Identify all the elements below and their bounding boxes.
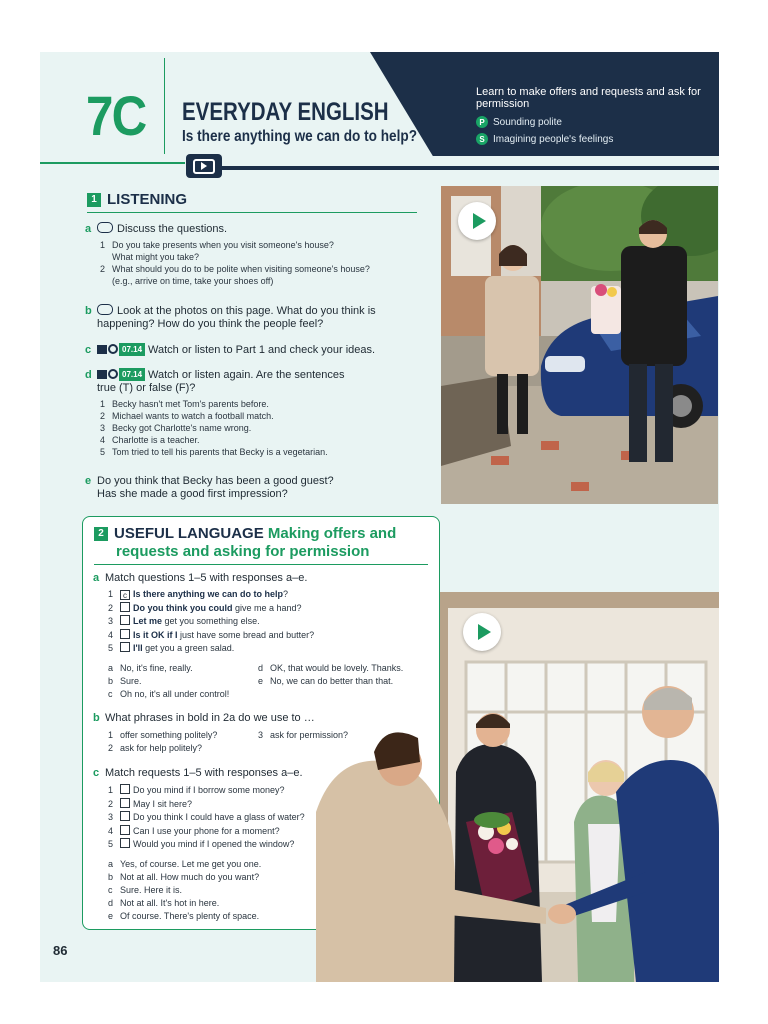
lesson-intro: Learn to make offers and requests and ask for permission <box>476 86 701 110</box>
skill-badge: P <box>476 116 488 128</box>
section-title: LISTENING <box>107 191 188 208</box>
photo-greeting <box>316 592 719 982</box>
skill-label: Sounding polite <box>493 116 562 128</box>
exercise-letter: a <box>85 223 92 235</box>
answer-checkbox[interactable] <box>120 642 130 652</box>
skill-badge: S <box>476 133 488 145</box>
answer-checkbox[interactable] <box>120 811 130 821</box>
response-list: a No, it's fine, really. b Sure. c Oh no, it's all under control! <box>108 663 230 699</box>
track-number[interactable]: 07.14 <box>119 343 145 356</box>
divider <box>40 162 185 164</box>
divider <box>164 58 165 154</box>
answer-checkbox[interactable] <box>120 615 130 625</box>
skill-item <box>476 133 613 145</box>
response-list: a Yes, of course. Let me get you one. b Not at all. How much do you want? c Sure. Here it is. d Not at all. It's hot in here. e Of course. There's plenty of space. <box>108 859 262 921</box>
answer-checkbox[interactable] <box>120 825 130 835</box>
purpose-list: 1 offer something politely? 2 ask for help politely? <box>108 730 218 753</box>
answer-checkbox[interactable] <box>120 784 130 794</box>
section-title: USEFUL LANGUAGE <box>114 525 264 542</box>
divider <box>94 564 428 565</box>
question-list: 1 Do you take presents when you visit someone's house? What might you take? 2 What should you do to be polite when visiting someone's house? (e.g., arrive on time, take your shoes off) <box>100 240 370 286</box>
divider <box>210 166 719 170</box>
play-video-button[interactable] <box>458 202 496 240</box>
photo-arrival <box>441 186 718 504</box>
exercise-1c: c 07.14 Watch or listen to Part 1 and check your ideas. <box>85 344 376 356</box>
answer-checkbox[interactable] <box>120 602 130 612</box>
exercise-2a: a Match questions 1–5 with responses a–e. <box>93 572 308 584</box>
exercise-2b: b What phrases in bold in 2a do we use to … <box>93 712 315 724</box>
request-list: 1 Do you mind if I borrow some money? 2 May I sit here? 3 Do you think I could have a glass of water? 4 Can I use your phone for a moment? 5 Would you mind if I opened the window? <box>108 785 305 849</box>
exercise-1a <box>85 222 227 236</box>
page-subtitle: Is there anything we can do to help? <box>182 128 418 145</box>
exercise-1d: d 07.14 Watch or listen again. Are the sentences true (T) or false (F)? <box>85 369 345 394</box>
answer-checkbox[interactable]: c <box>120 590 130 600</box>
answer-checkbox[interactable] <box>120 629 130 639</box>
answer-checkbox[interactable] <box>120 798 130 808</box>
track-number[interactable]: 07.14 <box>119 368 145 381</box>
skill-item <box>476 116 562 128</box>
audio-icon <box>108 344 118 354</box>
divider <box>87 212 417 213</box>
play-video-button[interactable] <box>463 613 501 651</box>
section-number: 1 <box>87 193 101 207</box>
answer-checkbox[interactable] <box>120 838 130 848</box>
statement-list: 1 Becky hasn't met Tom's parents before. 2 Michael wants to watch a football match. 3 Becky got Charlotte's name wrong. 4 Charlotte is a teacher. 5 Tom tried to tell his parents that Becky is a vegetarian. <box>100 399 328 457</box>
audio-icon <box>108 369 118 379</box>
exercise-2c: c Match requests 1–5 with responses a–e. <box>93 767 303 779</box>
page-number: 86 <box>53 943 68 958</box>
skill-label: Imagining people's feelings <box>493 133 614 145</box>
exercise-instruction: Discuss the questions. <box>117 223 228 235</box>
response-list: d OK, that would be lovely. Thanks. e No, we can do better than that. <box>258 663 404 686</box>
unit-code: 7C <box>86 84 146 147</box>
textbook-page <box>40 52 719 982</box>
question-list: 1 c Is there anything we can do to help? 2 Do you think you could give me a hand? 3 Let me get you something else. 4 Is it OK if I just have some bread and butter? 5 I'll get you a green salad. <box>108 589 315 653</box>
video-icon[interactable] <box>186 154 222 178</box>
purpose-list: 3 ask for permission? <box>258 730 349 740</box>
section-heading-useful-language <box>94 525 396 542</box>
exercise-1e: e Do you think that Becky has been a good guest? Has she made a good first impression? <box>85 475 334 500</box>
section-heading-listening <box>87 191 187 208</box>
discussion-icon <box>97 304 113 315</box>
section-subtitle: Making offers and <box>267 525 397 542</box>
page-title: EVERYDAY ENGLISH <box>182 98 389 126</box>
exercise-1b: b Look at the photos on this page. What do you think is happening? How do you think the people feel? <box>85 305 376 330</box>
discussion-icon <box>97 222 113 233</box>
video-icon <box>97 370 107 379</box>
video-icon <box>97 345 107 354</box>
section-number: 2 <box>94 527 108 541</box>
section-subtitle-line2: requests and asking for permission <box>116 543 370 560</box>
